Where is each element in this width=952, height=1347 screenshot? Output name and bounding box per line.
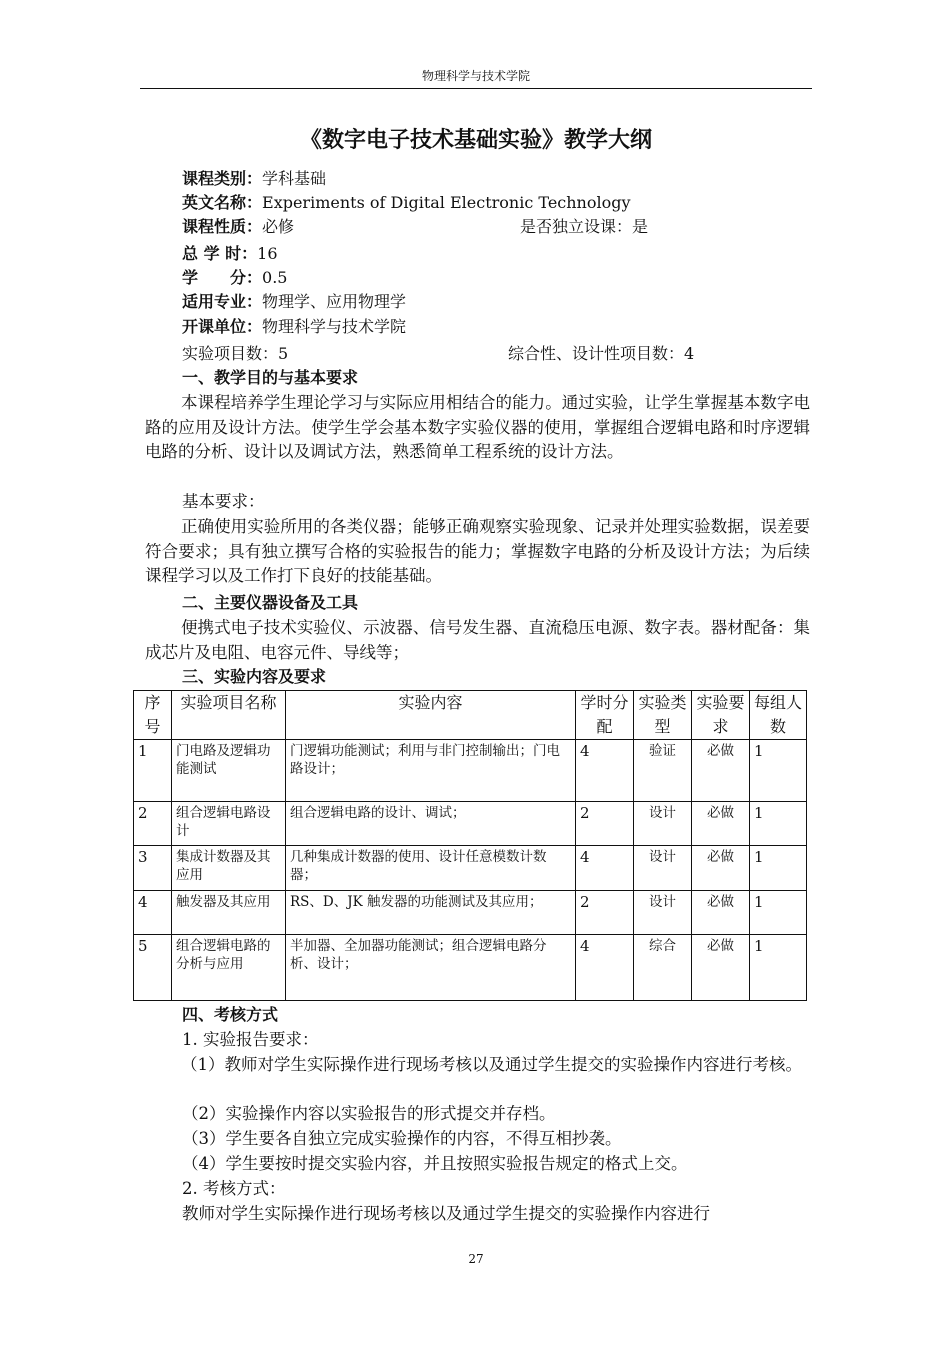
cell-hours: 2	[576, 802, 634, 846]
assessment-item-4: （4）学生要按时提交实验内容，并且按照实验报告规定的格式上交。	[182, 1154, 688, 1173]
major-label: 适用专业：	[182, 292, 263, 311]
section-3-heading: 三、实验内容及要求	[182, 667, 327, 686]
cell-type: 综合	[634, 935, 692, 1001]
info-unit	[182, 315, 812, 339]
cell-requirement: 必做	[692, 891, 750, 935]
cell-no: 3	[134, 846, 172, 891]
projects-count: 实验项目数：5	[182, 344, 289, 363]
info-hours	[182, 242, 812, 266]
unit-value: 物理科学与技术学院	[262, 317, 407, 336]
cell-hours: 4	[576, 846, 634, 891]
section-1-heading: 一、教学目的与基本要求	[182, 368, 359, 387]
design-projects-count: 综合性、设计性项目数：4	[508, 344, 695, 363]
credits-value: 0.5	[262, 268, 288, 287]
cell-type: 设计	[634, 846, 692, 891]
section-1-paragraph: 本课程培养学生理论学习与实际应用相结合的能力。通过实验，让学生掌握基本数字电路的应用及设计方法。使学生学会基本数字实验仪器的使用，掌握组合逻辑电路和时序逻辑电路的分析、设计以及调试方法，熟悉简单工程系统的设计方法。	[145, 393, 810, 461]
english-value: Experiments of Digital Electronic Technology	[262, 193, 631, 212]
assessment-method-label: 2. 考核方式：	[182, 1179, 286, 1198]
unit-label: 开课单位：	[182, 317, 263, 336]
hours-label: 总 学 时：	[182, 244, 258, 263]
cell-type: 设计	[634, 802, 692, 846]
cell-no: 1	[134, 740, 172, 802]
info-nature	[182, 215, 812, 239]
header-rule	[140, 88, 812, 89]
category-label: 课程类别：	[182, 169, 263, 188]
cell-name: 组合逻辑电路的分析与应用	[172, 935, 286, 1001]
cell-people: 1	[750, 891, 807, 935]
assessment-item-3: （3）学生要各自独立完成实验操作的内容，不得互相抄袭。	[182, 1129, 622, 1148]
page-header: 物理科学与技术学院	[421, 69, 530, 83]
document-title: 《数字电子技术基础实验》教学大纲	[299, 128, 652, 153]
cell-name: 集成计数器及其应用	[172, 846, 286, 891]
col-header-requirement: 实验要求	[692, 691, 750, 740]
independent-course: 是否独立设课：是	[520, 217, 649, 236]
cell-hours: 4	[576, 740, 634, 802]
cell-content: 门逻辑功能测试；利用与非门控制输出；门电路设计；	[286, 740, 576, 802]
col-header-people: 每组人数	[750, 691, 807, 740]
cell-people: 1	[750, 935, 807, 1001]
table-row	[134, 935, 807, 1001]
assessment-item-1: （1）教师对学生实际操作进行现场考核以及通过学生提交的实验操作内容进行考核。	[181, 1055, 802, 1074]
cell-content: RS、D、JK 触发器的功能测试及其应用；	[286, 891, 576, 935]
cell-people: 1	[750, 802, 807, 846]
cell-type: 设计	[634, 891, 692, 935]
page-number: 27	[468, 1252, 484, 1266]
report-requirements-label: 1. 实验报告要求：	[182, 1030, 319, 1049]
table-header-row	[134, 691, 807, 740]
hours-value: 16	[257, 244, 278, 263]
cell-no: 4	[134, 891, 172, 935]
cell-people: 1	[750, 846, 807, 891]
cell-name: 组合逻辑电路设计	[172, 802, 286, 846]
credits-label: 学 分：	[182, 268, 263, 287]
info-category	[182, 167, 812, 191]
info-english-name	[182, 191, 812, 215]
table-row	[134, 891, 807, 935]
cell-requirement: 必做	[692, 846, 750, 891]
info-projects	[182, 342, 812, 366]
assessment-item-2: （2）实验操作内容以实验报告的形式提交并存档。	[182, 1104, 556, 1123]
cell-people: 1	[750, 740, 807, 802]
cell-content: 几种集成计数器的使用、设计任意模数计数器；	[286, 846, 576, 891]
info-credits	[182, 266, 812, 290]
col-header-name: 实验项目名称	[172, 691, 286, 740]
nature-label: 课程性质：	[182, 217, 263, 236]
cell-no: 2	[134, 802, 172, 846]
english-label: 英文名称：	[182, 193, 263, 212]
section-4-heading: 四、考核方式	[182, 1005, 279, 1024]
col-header-content: 实验内容	[286, 691, 576, 740]
col-header-no: 序号	[134, 691, 172, 740]
col-header-hours: 学时分配	[576, 691, 634, 740]
section-2-paragraph: 便携式电子技术实验仪、示波器、信号发生器、直流稳压电源、数字表。器材配备：集成芯片及电阻、电容元件、导线等；	[145, 618, 810, 662]
cell-no: 5	[134, 935, 172, 1001]
basic-requirements-label: 基本要求：	[182, 492, 265, 511]
cell-hours: 4	[576, 935, 634, 1001]
col-header-type: 实验类型	[634, 691, 692, 740]
table-row	[134, 740, 807, 802]
info-major	[182, 290, 812, 314]
major-value: 物理学、应用物理学	[262, 292, 407, 311]
cell-type: 验证	[634, 740, 692, 802]
table-row	[134, 802, 807, 846]
experiment-table	[133, 690, 807, 1001]
cell-content: 组合逻辑电路的设计、调试；	[286, 802, 576, 846]
assessment-method-text: 教师对学生实际操作进行现场考核以及通过学生提交的实验操作内容进行	[182, 1204, 710, 1223]
cell-requirement: 必做	[692, 802, 750, 846]
cell-hours: 2	[576, 891, 634, 935]
cell-name: 触发器及其应用	[172, 891, 286, 935]
category-value: 学科基础	[262, 169, 327, 188]
section-2-heading: 二、主要仪器设备及工具	[182, 593, 359, 612]
cell-requirement: 必做	[692, 935, 750, 1001]
cell-content: 半加器、全加器功能测试；组合逻辑电路分析、设计；	[286, 935, 576, 1001]
cell-requirement: 必做	[692, 740, 750, 802]
section-1-requirements: 正确使用实验所用的各类仪器；能够正确观察实验现象、记录并处理实验数据，误差要符合要求；具有独立撰写合格的实验报告的能力；掌握数字电路的分析及设计方法；为后续课程学习以及工作打下良好的技能基础。	[145, 517, 810, 585]
table-row	[134, 846, 807, 891]
cell-name: 门电路及逻辑功能测试	[172, 740, 286, 802]
nature-value: 必修	[262, 217, 295, 236]
